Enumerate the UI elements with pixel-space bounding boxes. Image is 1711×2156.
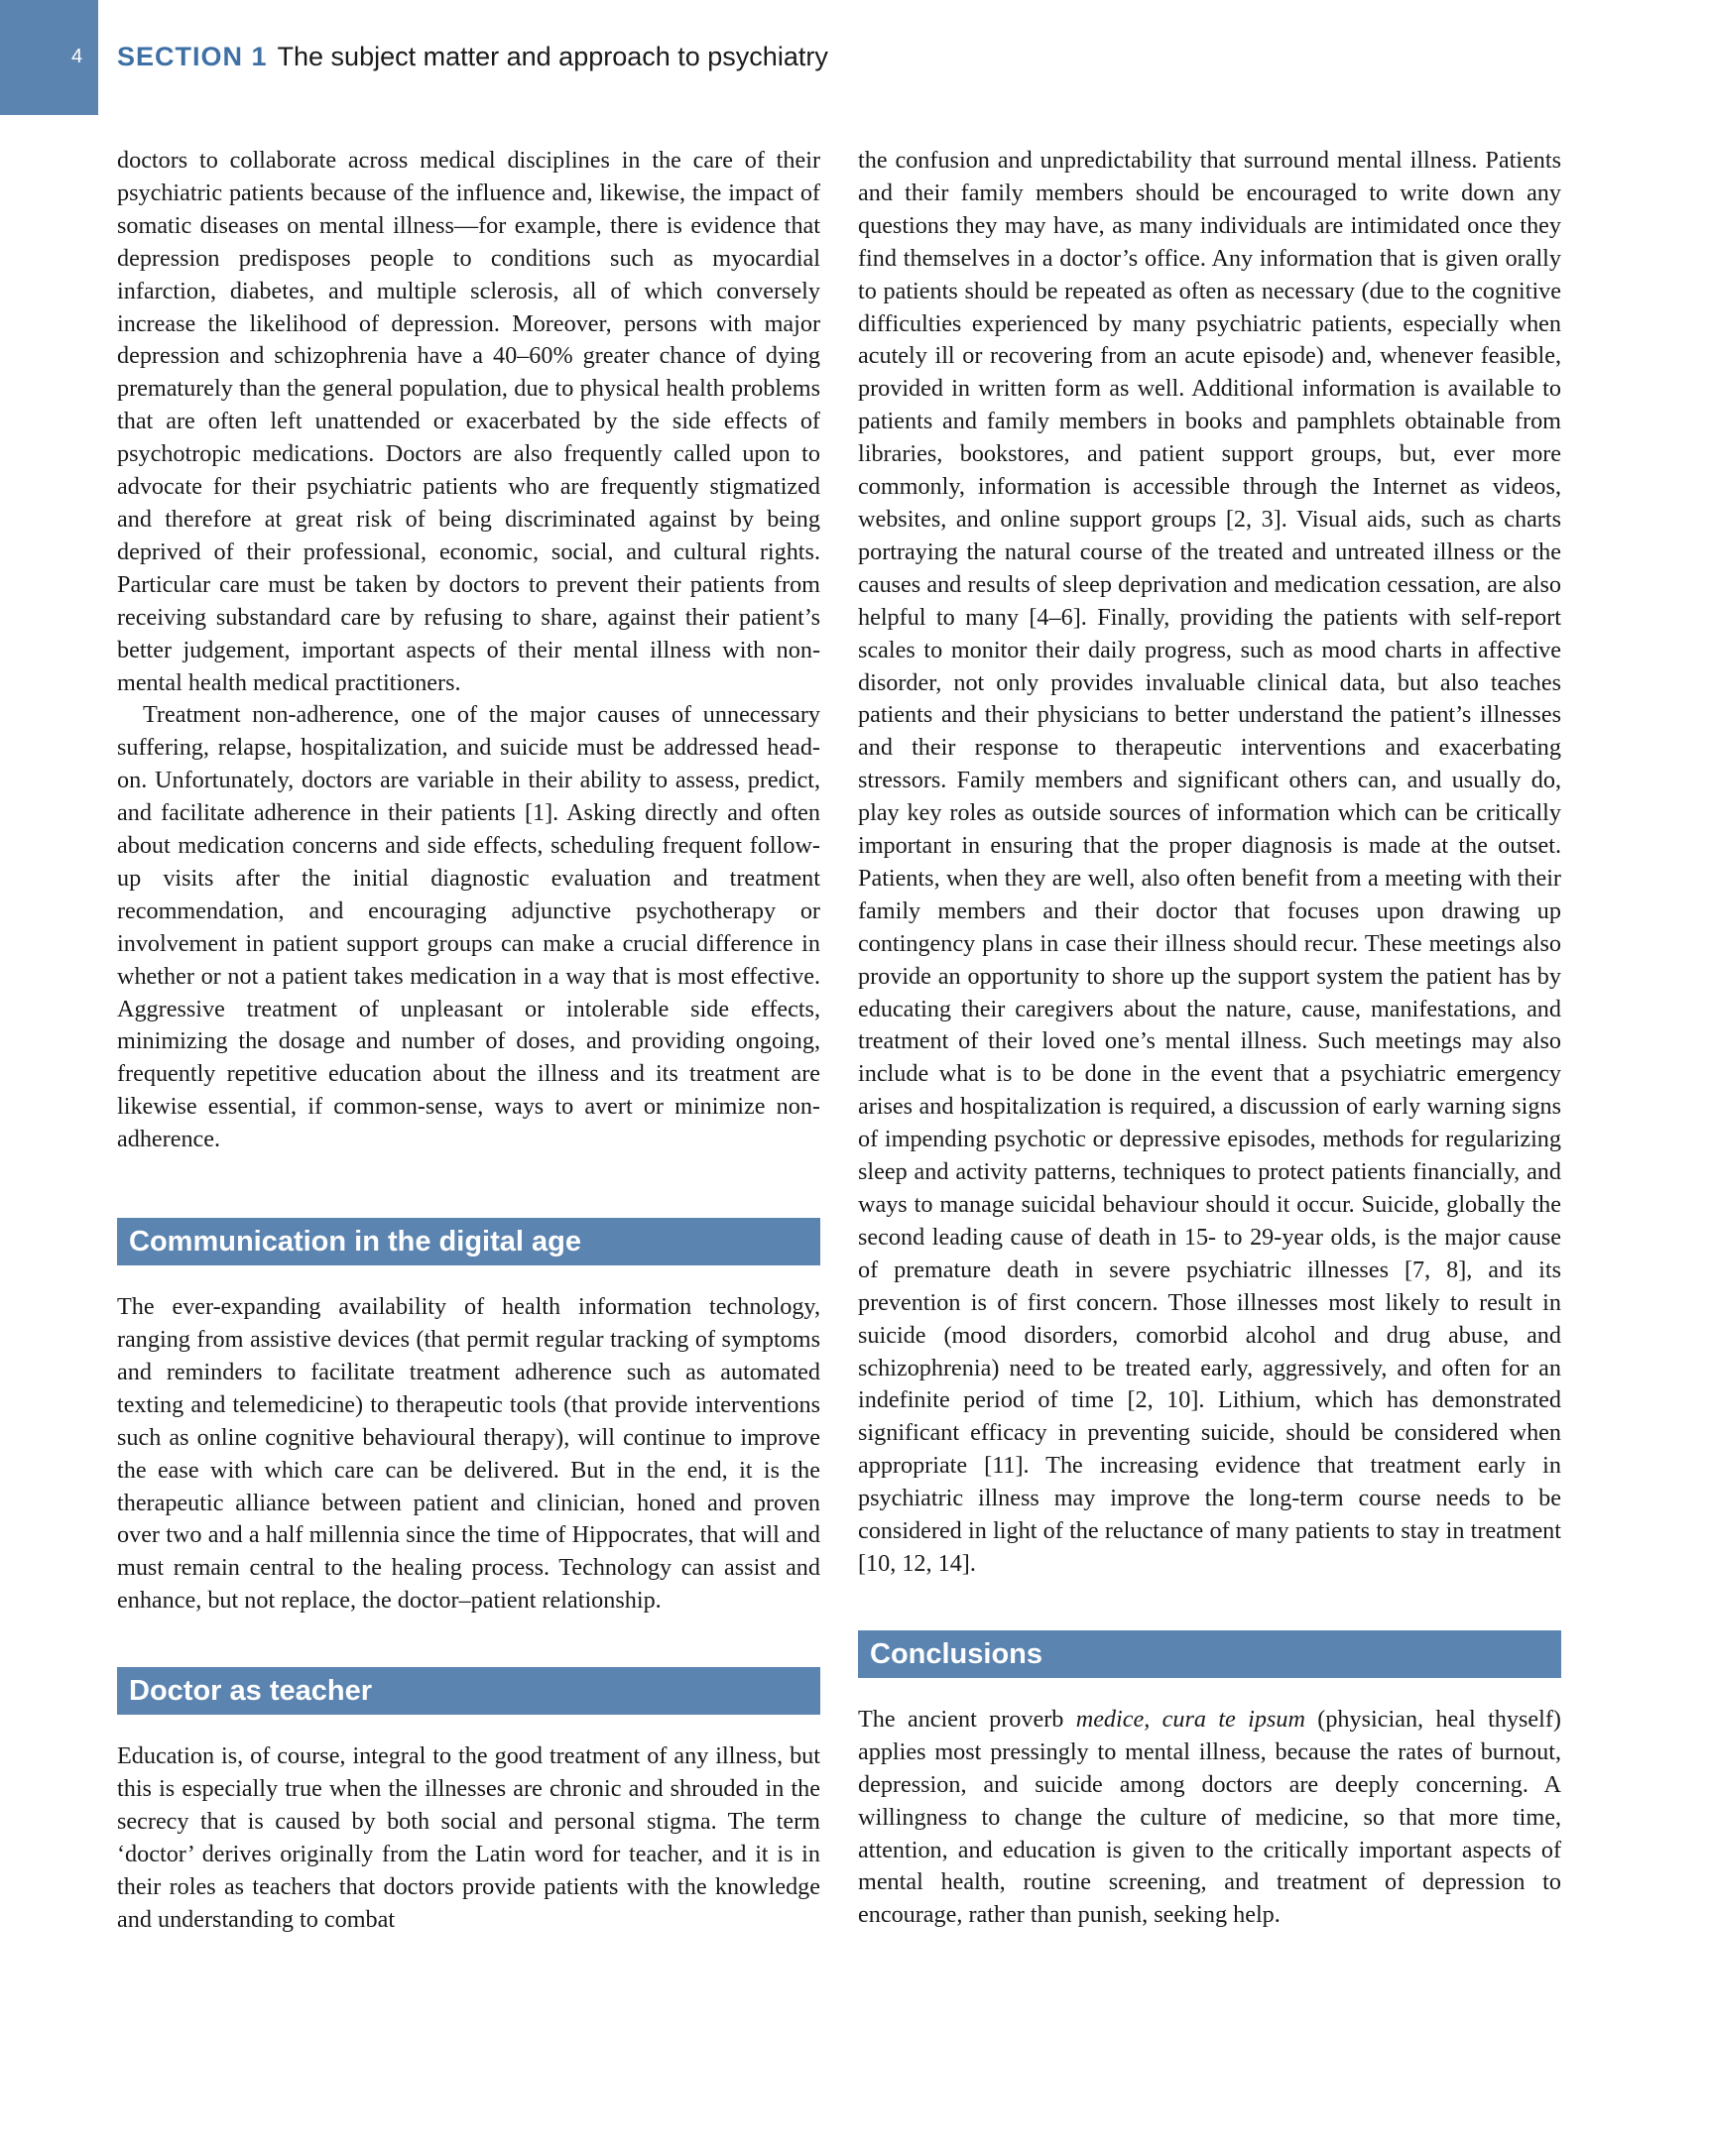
section-label: SECTION 1 <box>117 42 268 71</box>
left-column <box>117 145 820 1937</box>
latin-proverb: medice, cura te ipsum <box>1075 1705 1305 1733</box>
body-paragraph: Treatment non-adherence, one of the major causes of unnecessary suffering, relapse, hospitalization, and suicide must be addressed head-on. Unfortunately, doctors are variable in their ability to assess, predict, and facilitate adherence in their patients [1]. Asking directly and often about medication concerns and side effects, scheduling frequent follow-up visits after the initial diagnostic evaluation and treatment recommendation, and encouraging adjunctive psychotherapy or involvement in patient support groups can make a crucial difference in whether or not a patient takes medication in a way that is most effective. Aggressive treatment of unpleasant or intolerable side effects, minimizing the dosage and number of doses, and providing ongoing, frequently repetitive education about the illness and its treatment are likewise essential, if common-sense, ways to avert or minimize non-adherence. <box>117 701 820 1153</box>
heading-doctor-as-teacher: Doctor as teacher <box>117 1667 820 1715</box>
page-number: 4 <box>71 46 83 67</box>
right-column <box>858 145 1561 1932</box>
body-paragraph: the confusion and unpredictability that surround mental illness. Patients and their family members should be encouraged to write down any questions they may have, as many individuals are intimidated once they find themselves in a doctor’s office. Any information that is given orally to patients should be repeated as often as necessary (due to the cognitive difficulties experienced by many psychiatric patients, especially when acutely ill or recovering from an acute episode) and, whenever feasible, provided in written form as well. Additional information is available to patients and family members in books and pamphlets obtainable from libraries, bookstores, and patient support groups, but, ever more commonly, information is accessible through the Internet as videos, websites, and online support groups [2, 3]. Visual aids, such as charts portraying the natural course of the treated and untreated illness or the causes and results of sleep deprivation and medication cessation, are also helpful to many [4–6]. Finally, providing the patients with self-report scales to monitor their daily progress, such as mood charts in affective disorder, not only provides invaluable clinical data, but also teaches patients and their physicians to better understand the patient’s illnesses and their response to therapeutic interventions and exacerbating stressors. Family members and significant others can, and usually do, play key roles as outside sources of information which can be critically important in ensuring that the proper diagnosis is made at the outset. Patients, when they are well, also often benefit from a meeting with their family members and their doctor that focuses upon drawing up contingency plans in case their illness should recur. These meetings also provide an opportunity to shore up the support system the patient has by educating their caregivers about the nature, cause, manifestations, and treatment of their loved one’s mental illness. Such meetings may also include what is to be done in the event that a psychiatric emergency arises and hospitalization is required, a discussion of early warning signs of impending psychotic or depressive episodes, methods for regularizing sleep and activity patterns, techniques to protect patients financially, and ways to manage suicidal behaviour should it occur. Suicide, globally the second leading cause of death in 15- to 29-year olds, is the major cause of premature death in severe psychiatric illnesses [7, 8], and its prevention is of first concern. Those illnesses most likely to result in suicide (mood disorders, comorbid alcohol and drug abuse, and schizophrenia) need to be treated early, aggressively, and often for an indefinite period of time [2, 10]. Lithium, which has demonstrated significant efficacy in preventing suicide, should be considered when appropriate [11]. The increasing evidence that treatment early in psychiatric illness may improve the long-term course needs to be considered in light of the reluctance of many patients to stay in treatment [10, 12, 14]. <box>858 147 1561 1577</box>
section-title: The subject matter and approach to psychiatry <box>277 42 828 71</box>
running-head <box>117 42 828 72</box>
body-paragraph: Education is, of course, integral to the good treatment of any illness, but this is especially true when the illnesses are chronic and shrouded in the secrecy that is caused by both social and personal stigma. The term ‘doctor’ derives originally from the Latin word for teacher, and it is in their roles as teachers that doctors provide patients with the knowledge and understanding to combat <box>117 1742 820 1933</box>
conclusions-text: (physician, heal thyself) applies most pressingly to mental illness, because the rates of burnout, depression, and suicide among doctors are deeply concerning. A willingness to change the culture of medicine, so that more time, attention, and education is given to the critically important aspects of mental health, routine screening, and treatment of depression to encourage, rather than punish, seeking help. <box>858 1705 1561 1929</box>
heading-communication-digital-age: Communication in the digital age <box>117 1218 820 1265</box>
page-tab <box>0 0 98 115</box>
conclusions-text: The ancient proverb <box>858 1705 1076 1733</box>
conclusions-paragraph <box>858 1704 1561 1932</box>
body-paragraph: doctors to collaborate across medical disciplines in the care of their psychiatric patients because of the influence and, likewise, the impact of somatic diseases on mental illness—for example, there is evidence that depression predisposes people to conditions such as myocardial infarction, diabetes, and multiple sclerosis, all of which conversely increase the likelihood of depression. Moreover, persons with major depression and schizophrenia have a 40–60% greater chance of dying prematurely than the general population, due to physical health problems that are often left unattended or exacerbated by the side effects of psychotropic medications. Doctors are also frequently called upon to advocate for their psychiatric patients who are frequently stigmatized and therefore at great risk of being discriminated against by being deprived of their professional, economic, social, and cultural rights. Particular care must be taken by doctors to prevent their patients from receiving substandard care by refusing to share, against their patient’s better judgement, important aspects of their mental illness with non-mental health medical practitioners. <box>117 147 820 696</box>
heading-conclusions: Conclusions <box>858 1630 1561 1678</box>
body-paragraph: The ever-expanding availability of health information technology, ranging from assistive devices (that permit regular tracking of symptoms and reminders to facilitate treatment adherence such as automated texting and telemedicine) to therapeutic tools (that provide interventions such as online cognitive behavioural therapy), will continue to improve the ease with which care can be delivered. But in the end, it is the therapeutic alliance between patient and clinician, honed and proven over two and a half millennia since the time of Hippocrates, that will and must remain central to the healing process. Technology can assist and enhance, but not replace, the doctor–patient relationship. <box>117 1293 820 1615</box>
